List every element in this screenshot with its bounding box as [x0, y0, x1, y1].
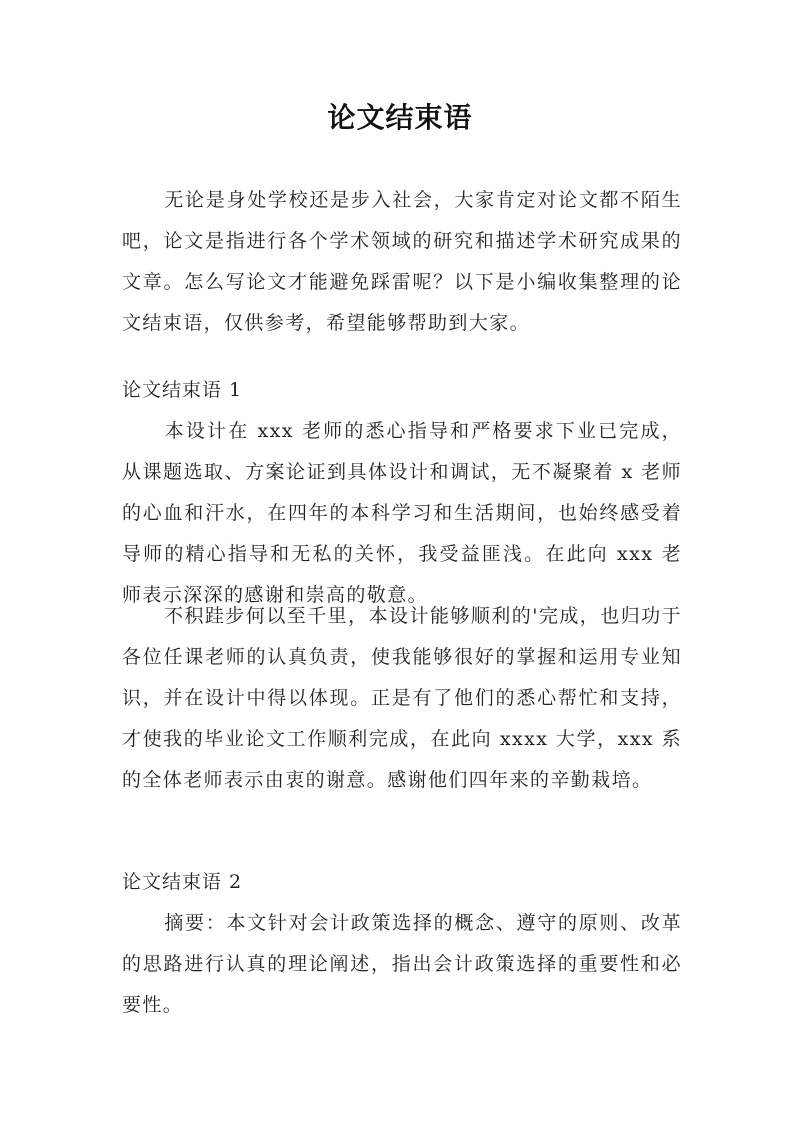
- section-1-paragraph-2: [122, 596, 682, 801]
- paragraph-text: 本设计在 xxx 老师的悉心指导和严格要求下业已完成，从课题选取、方案论证到具体设计和调试，无不凝聚着 x 老师的心血和汗水，在四年的本科学习和生活期间，也始终感受着导师的精心指导和无私的关怀，我受益匪浅。在此向 xxx 老师表示深深的感谢和崇高的敬意。: [122, 420, 682, 606]
- document-title: 论文结束语: [327, 101, 473, 134]
- section-2-paragraph-1: [122, 903, 682, 1026]
- intro-paragraph: [122, 180, 682, 344]
- paragraph-text: 摘要：本文针对会计政策选择的概念、遵守的原则、改革的思路进行认真的理论阐述，指出会计政策选择的重要性和必要性。: [122, 912, 682, 1016]
- section-1-paragraph-1: [122, 411, 682, 616]
- section-heading-1: 论文结束语 1: [122, 379, 243, 401]
- intro-text: 无论是身处学校还是步入社会，大家肯定对论文都不陌生吧，论文是指进行各个学术领域的研究和描述学术研究成果的文章。怎么写论文才能避免踩雷呢？以下是小编收集整理的论文结束语，仅供参考，希望能够帮助到大家。: [122, 189, 682, 334]
- section-heading-2: 论文结束语 2: [122, 871, 243, 893]
- paragraph-text: 不积跬步何以至千里，本设计能够顺利的'完成，也归功于各位任课老师的认真负责，使我能够很好的掌握和运用专业知识，并在设计中得以体现。正是有了他们的悉心帮忙和支持，才使我的毕业论文工作顺利完成，在此向 xxxx 大学，xxx 系的全体老师表示由衷的谢意。感谢他们四年来的辛勤栽培。: [122, 605, 682, 791]
